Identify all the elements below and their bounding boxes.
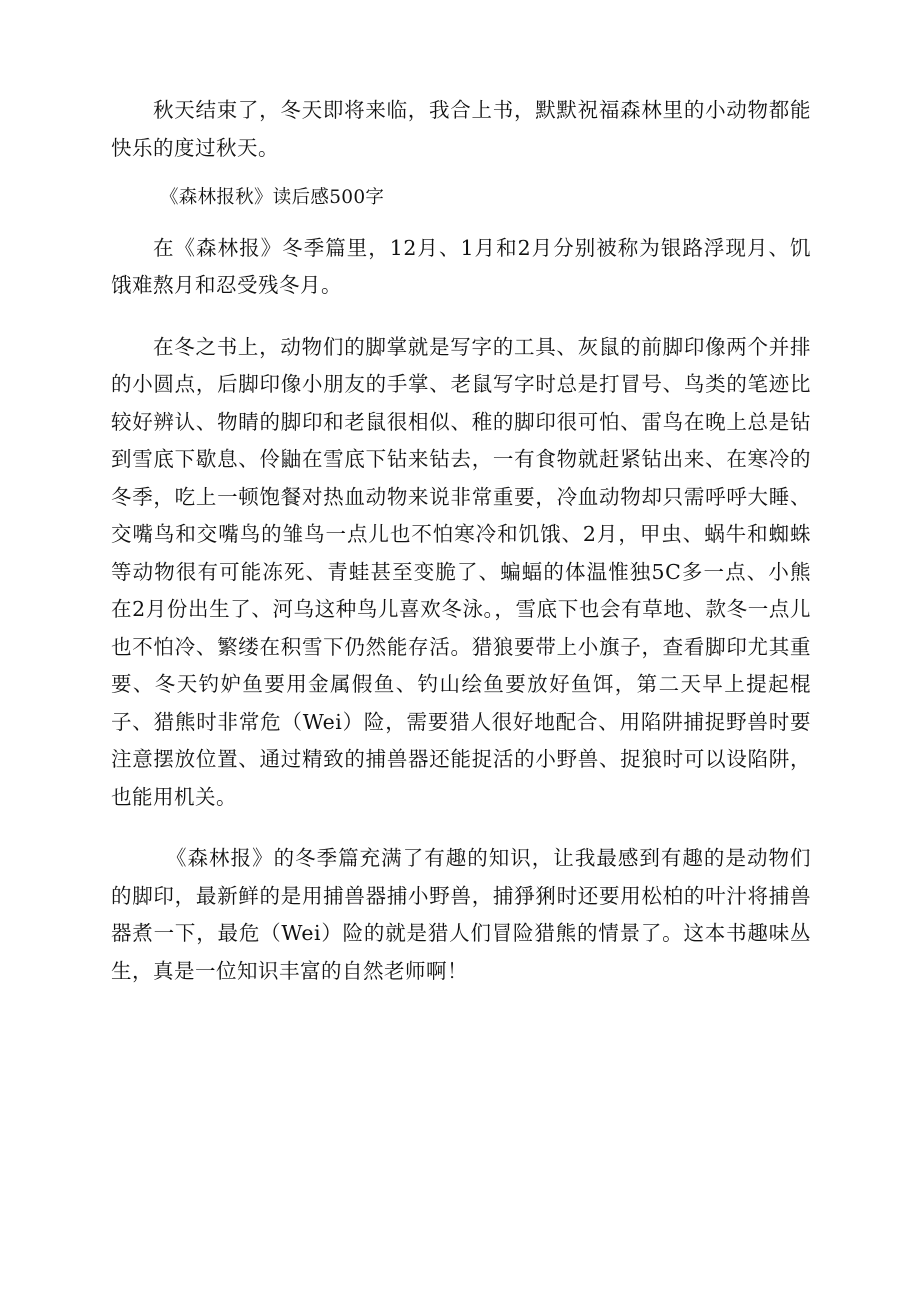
paragraph-conclusion: 《森林报》的冬季篇充满了有趣的知识，让我最感到有趣的是动物们的脚印，最新鲜的是用捕兽器捕小野兽，捕猙猁时还要用松柏的叶汁将捕兽器煮一下，最危（Wei）险的就是猎人们冒险猎熊的情景了。这本书趣味丛生，真是一位知识丰富的自然老师啊！ — [111, 846, 811, 983]
paragraph-intro: 秋天结束了，冬天即将来临，我合上书，默默祝福森林里的小动物都能快乐的度过秋天。 — [111, 98, 811, 160]
paragraph-details: 在冬之书上，动物们的脚掌就是写字的工具、灰鼠的前脚印像两个并排的小圆点，后脚印像小朋友的手掌、老鼠写字时总是打冒号、鸟类的笔迹比较好辨认、物睛的脚印和老鼠很相似、稚的脚印很可怕、雷鸟在晚上总是钻到雪底下歇息、伶鼬在雪底下钻来钻去，一有食物就赶紧钻出来、在寒冷的冬季，吃上一顿饱餐对热血动物来说非常重要，冷血动物却只需呼呼大睡、交嘴鸟和交嘴鸟的雏鸟一点儿也不怕寒冷和饥饿、2月，甲虫、蜗牛和蜘蛛等动物很有可能冻死、青蛙甚至变脆了、蝙蝠的体温惟独5C多一点、小熊在2月份出生了、河乌这种鸟儿喜欢冬泳。，雪底下也会有草地、款冬一点儿也不怕冷、繁缕在积雪下仍然能存活。猎狼要带上小旗子，查看脚印尤其重要、冬天钓妒鱼要用金属假鱼、钓山绘鱼要放好鱼饵，第二天早上提起棍子、猎熊时非常危（Wei）险，需要猎人很好地配合、用陷阱捕捉野兽时要注意摆放位置、通过精致的捕兽器还能捉活的小野兽、捉狼时可以设陷阱，也能用机关。 — [111, 334, 811, 809]
document-page — [111, 92, 811, 990]
paragraph-months: 在《森林报》冬季篇里，12月、1月和2月分别被称为银路浮现月、饥饿难熬月和忍受残冬月。 — [111, 235, 811, 297]
section-heading: 《森林报秋》读后感500字 — [160, 187, 385, 208]
